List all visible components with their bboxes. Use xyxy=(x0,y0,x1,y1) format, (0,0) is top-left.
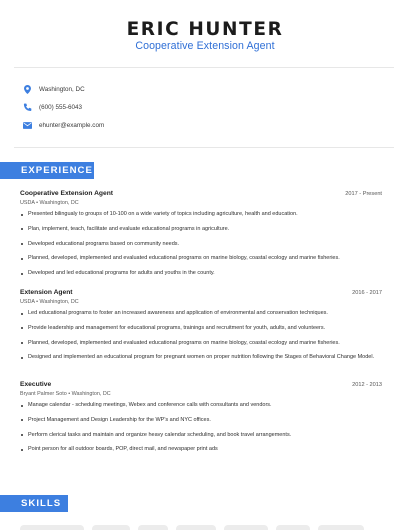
resume-name: ERIC HUNTER xyxy=(126,19,284,40)
job-title: Cooperative Extension Agent xyxy=(20,190,114,197)
skill-tag xyxy=(276,525,310,530)
list-item: Plan, implement, teach, facilitate and evaluate educational programs in agriculture. xyxy=(20,226,382,233)
skill-tag xyxy=(138,525,168,530)
list-item: Designed and implemented an educational program for pregnant women on proper nutrition following the Stages of Behavioral Change Model. xyxy=(20,354,382,361)
job-dates: 2012 - 2013 xyxy=(352,382,382,388)
list-item: Manage calendar - scheduling meetings, Webex and conference calls with consultants and vendors. xyxy=(20,402,382,409)
job-organization: Bryant Palmer Soto • Washington, DC xyxy=(20,391,111,397)
job-entry xyxy=(20,381,382,461)
list-item: Point person for all outdoor boards, POP, direct mail, and newspaper print ads xyxy=(20,446,382,453)
contact-location-text: Washington, DC xyxy=(39,85,85,93)
list-item: Perform clerical tasks and maintain and organize heavy calendar scheduling, and book travel arrangements. xyxy=(20,432,382,439)
skill-tag xyxy=(176,525,216,530)
experience-section-header xyxy=(0,162,94,179)
job-entry xyxy=(20,289,382,369)
skills-section-header xyxy=(0,495,68,512)
list-item: Presented bilingualy to groups of 10-100 on a wide variety of topics including agriculture, health and education. xyxy=(20,211,382,218)
contact-email xyxy=(22,118,104,132)
skill-tag xyxy=(92,525,130,530)
envelope-icon xyxy=(22,120,32,130)
skills-heading: SKILLS xyxy=(21,498,62,509)
experience-heading: EXPERIENCE xyxy=(21,165,93,176)
job-organization: USDA • Washington, DC xyxy=(20,200,79,206)
list-item: Project Management and Design Leadership for the WP's and NYC offices. xyxy=(20,417,382,424)
list-item: Developed and led educational programs for adults and youths in the county. xyxy=(20,270,382,277)
skill-tag xyxy=(318,525,364,530)
skill-tag xyxy=(224,525,268,530)
skill-tag xyxy=(20,525,84,530)
job-bullet-list xyxy=(20,310,382,362)
list-item: Led educational programs to foster an increased awareness and application of environmental and conservation techniques. xyxy=(20,310,382,317)
resume-title: Cooperative Extension Agent xyxy=(135,40,275,52)
map-pin-icon xyxy=(22,84,32,94)
contact-email-text: ehunter@example.com xyxy=(39,121,105,129)
list-item: Planned, developed, implemented and evaluated educational programs on marine biology, coastal ecology and marine fisheries. xyxy=(20,255,382,262)
job-title: Executive xyxy=(20,381,52,388)
job-title: Extension Agent xyxy=(20,289,73,296)
contact-phone xyxy=(22,100,82,114)
job-entry xyxy=(20,190,382,285)
header-divider xyxy=(14,67,394,68)
list-item: Provide leadership and management for educational programs, trainings and recruitment for youth, adults, and volunteers. xyxy=(20,325,382,332)
job-dates: 2016 - 2017 xyxy=(352,290,382,296)
contact-phone-text: (600) 555-6043 xyxy=(39,103,83,111)
list-item: Developed educational programs based on community needs. xyxy=(20,241,382,248)
job-dates: 2017 - Present xyxy=(345,191,382,197)
list-item: Planned, developed, implemented and evaluated educational programs on marine biology, coastal ecology and marine fisheries. xyxy=(20,340,382,347)
phone-icon xyxy=(22,102,32,112)
job-bullet-list xyxy=(20,402,382,454)
contact-location xyxy=(22,82,85,96)
job-bullet-list xyxy=(20,211,382,277)
contact-divider xyxy=(14,147,394,148)
job-organization: USDA • Washington, DC xyxy=(20,299,79,305)
